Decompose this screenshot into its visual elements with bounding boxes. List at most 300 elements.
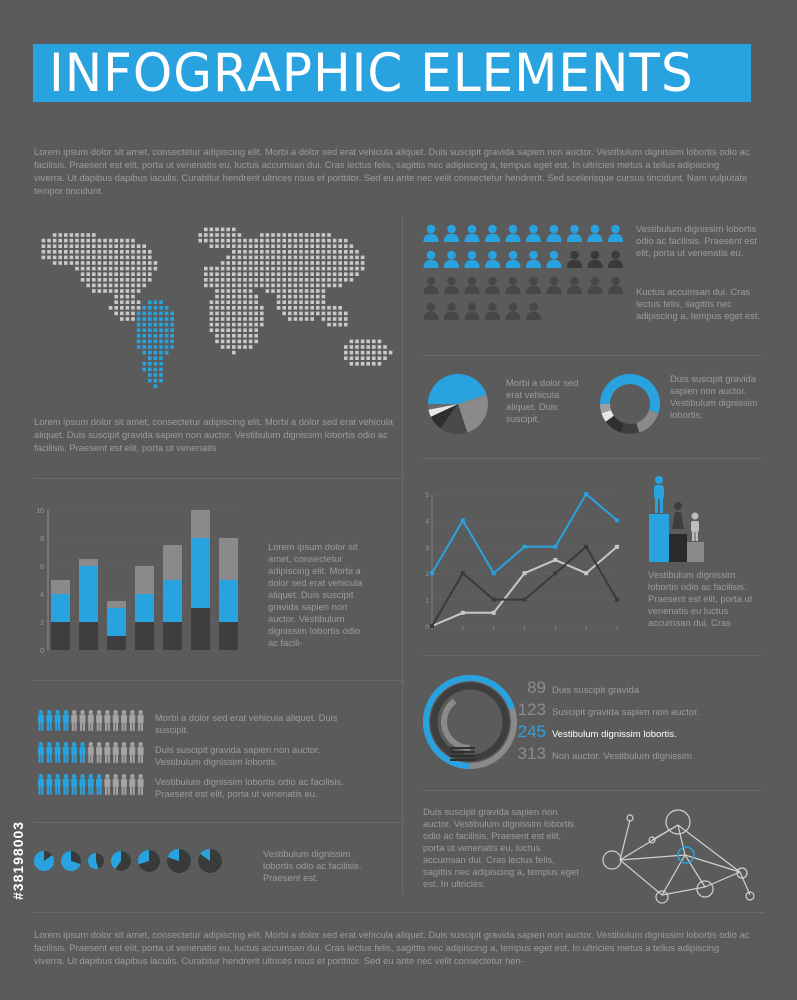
- map-dot: [53, 250, 57, 254]
- map-dot: [154, 373, 158, 377]
- divider: [34, 912, 764, 913]
- map-dot: [322, 300, 326, 304]
- map-dot: [70, 233, 74, 237]
- map-dot: [92, 233, 96, 237]
- map-dot: [64, 250, 68, 254]
- map-dot: [120, 272, 124, 276]
- map-dot: [299, 300, 303, 304]
- map-dot: [81, 250, 85, 254]
- map-dot: [204, 272, 208, 276]
- map-dot: [243, 340, 247, 344]
- map-dot: [137, 306, 141, 310]
- people-bars: [38, 708, 153, 800]
- map-dot: [137, 300, 141, 304]
- person-icon: [485, 251, 500, 268]
- stat-value: 313: [517, 744, 546, 763]
- map-dot: [299, 256, 303, 260]
- map-dot: [148, 323, 152, 327]
- map-dot: [310, 300, 314, 304]
- network-edge: [620, 855, 685, 860]
- map-dot: [114, 289, 118, 293]
- map-dot: [282, 250, 286, 254]
- stacked-bar-chart: [30, 500, 250, 660]
- map-dot: [243, 328, 247, 332]
- tick-label: 4: [40, 592, 44, 599]
- person-icon: [444, 303, 459, 320]
- map-dot: [294, 239, 298, 243]
- donut-chart: [598, 372, 662, 436]
- radial-bar-chart: [420, 672, 520, 772]
- map-dot: [154, 267, 158, 271]
- map-dot: [142, 284, 146, 288]
- map-dot: [81, 272, 85, 276]
- map-dot: [322, 256, 326, 260]
- map-dot: [210, 244, 214, 248]
- map-dot: [282, 295, 286, 299]
- map-dot: [137, 278, 141, 282]
- map-dot: [148, 278, 152, 282]
- map-dot: [333, 256, 337, 260]
- map-dot: [165, 351, 169, 355]
- map-dot: [355, 356, 359, 360]
- map-dot: [299, 267, 303, 271]
- map-dot: [294, 278, 298, 282]
- map-dot: [75, 267, 79, 271]
- map-dot: [131, 256, 135, 260]
- map-dot: [210, 317, 214, 321]
- map-dot: [92, 289, 96, 293]
- stock-id: #38198003: [10, 820, 26, 900]
- map-dot: [277, 261, 281, 265]
- map-dot: [249, 345, 253, 349]
- map-dot: [243, 345, 247, 349]
- network-edge: [740, 872, 750, 895]
- map-dot: [165, 328, 169, 332]
- map-dot: [142, 312, 146, 316]
- divider: [422, 655, 762, 656]
- map-dot: [288, 233, 292, 237]
- person-icon: [46, 742, 52, 763]
- map-dot: [154, 345, 158, 349]
- map-dot: [126, 300, 130, 304]
- map-dot: [126, 267, 130, 271]
- map-dot: [288, 261, 292, 265]
- map-dot: [103, 239, 107, 243]
- map-dot: [81, 256, 85, 260]
- person-icon: [88, 774, 94, 795]
- map-dot: [327, 250, 331, 254]
- map-dot: [142, 323, 146, 327]
- line-point: [615, 598, 619, 602]
- map-dot: [103, 244, 107, 248]
- map-dot: [299, 250, 303, 254]
- people-grid-text-1: Vestibulum dignissim lobortis odio ac facilisis. Praesent est elit, porta ut venenatis eu.: [636, 223, 757, 258]
- map-dot: [316, 244, 320, 248]
- map-dot: [254, 284, 258, 288]
- map-dot: [86, 284, 90, 288]
- person-icon: [96, 742, 102, 763]
- person-icon: [71, 710, 77, 731]
- map-dot: [378, 362, 382, 366]
- bar-segment: [163, 580, 182, 622]
- map-dot: [316, 300, 320, 304]
- map-dot: [210, 278, 214, 282]
- map-dot: [120, 312, 124, 316]
- map-dot: [299, 233, 303, 237]
- map-dot: [159, 351, 163, 355]
- map-dot: [126, 244, 130, 248]
- map-dot: [238, 284, 242, 288]
- map-dot: [277, 278, 281, 282]
- mini-pies: [34, 846, 254, 876]
- map-dot: [294, 295, 298, 299]
- footer-text: Lorem ipsum dolor sit amet, consectetur adipiscing elit. Morbi a dolor sed erat vehicula aliquet. Duis suscipit gravida sapien non auctor. Vestibulum dignissim lobortis odio ac facilisis. Praesent est elit, porta ut venenatis eu, luctus accumsan dui. Cras lectus felis, sagittis nec adipiscing a, tempus eget est. In ultricies metus a tellus adipiscing viverra. Ut dapibus dapibus iaculis. Curabitur hendrerit ultrices risus et porttitor. Sed eu ante nec velit consectetur hen-: [34, 929, 750, 966]
- map-dot: [232, 323, 236, 327]
- map-dot: [103, 272, 107, 276]
- person-icon: [104, 710, 110, 731]
- map-dot: [159, 312, 163, 316]
- map-dot: [232, 340, 236, 344]
- person-icon: [608, 225, 623, 242]
- map-dot: [165, 340, 169, 344]
- map-dot: [305, 312, 309, 316]
- network-node: [656, 891, 668, 903]
- map-dot: [154, 384, 158, 388]
- map-dot: [81, 278, 85, 282]
- map-dot: [204, 239, 208, 243]
- person-icon: [46, 710, 52, 731]
- map-dot: [288, 267, 292, 271]
- divider: [34, 478, 404, 479]
- map-dot: [170, 340, 174, 344]
- map-dot: [310, 306, 314, 310]
- map-dot: [238, 340, 242, 344]
- map-dot: [322, 272, 326, 276]
- map-dot: [204, 267, 208, 271]
- map-dot: [350, 356, 354, 360]
- map-dot: [64, 261, 68, 265]
- map-dot: [47, 239, 51, 243]
- map-dot: [198, 239, 202, 243]
- person-icon: [505, 303, 520, 320]
- map-dot: [142, 345, 146, 349]
- map-dot: [226, 228, 230, 232]
- map-dot: [86, 250, 90, 254]
- map-dot: [350, 340, 354, 344]
- person-icon: [526, 251, 541, 268]
- map-dot: [260, 284, 264, 288]
- map-dot: [137, 267, 141, 271]
- map-dot: [98, 261, 102, 265]
- map-dot: [142, 334, 146, 338]
- map-dot: [316, 233, 320, 237]
- person-icon: [138, 774, 144, 795]
- bar-segment: [107, 601, 126, 608]
- map-dot: [389, 351, 393, 355]
- map-dot: [114, 278, 118, 282]
- map-dot: [344, 317, 348, 321]
- map-dot: [232, 317, 236, 321]
- map-dot: [148, 272, 152, 276]
- map-dot: [238, 272, 242, 276]
- map-dot: [338, 250, 342, 254]
- network-node: [697, 881, 713, 897]
- map-dot: [344, 312, 348, 316]
- stat-row: [506, 678, 766, 700]
- map-dot: [271, 289, 275, 293]
- map-dot: [322, 239, 326, 243]
- bar-segment: [51, 580, 70, 594]
- map-dot: [260, 261, 264, 265]
- map-dot: [299, 289, 303, 293]
- map-dot: [210, 323, 214, 327]
- map-dot: [159, 328, 163, 332]
- line-point: [615, 545, 619, 549]
- map-dot: [282, 289, 286, 293]
- map-dot: [154, 306, 158, 310]
- map-dot: [154, 334, 158, 338]
- line-chart-text: Vestibulum dignissim lobortis odio ac facilisis. Praesent est elit, porta ut venenatis eu luctus accumsan dui. Cras: [648, 569, 753, 628]
- map-dot: [154, 261, 158, 265]
- map-dot: [58, 239, 62, 243]
- stat-label: Duis suscipit gravida: [552, 685, 640, 696]
- pie-text: Morbi a dolor sed erat vehicula aliquet. Duis suscipit.: [506, 377, 579, 424]
- map-dot: [42, 250, 46, 254]
- map-dot: [159, 356, 163, 360]
- person-icon: [38, 710, 44, 731]
- map-dot: [327, 261, 331, 265]
- map-dot: [243, 306, 247, 310]
- mini-pies-text: Vestibulum dignissim lobortis odio ac facilisis. Praesent est.: [263, 848, 362, 883]
- map-dot: [383, 356, 387, 360]
- network-edge: [705, 872, 740, 887]
- map-dot: [372, 356, 376, 360]
- map-dot: [266, 267, 270, 271]
- map-dot: [327, 239, 331, 243]
- person-icon: [654, 476, 664, 513]
- map-dot: [42, 239, 46, 243]
- map-dot: [282, 284, 286, 288]
- map-dot: [226, 323, 230, 327]
- map-dot: [98, 284, 102, 288]
- map-dot: [372, 340, 376, 344]
- map-dot: [232, 334, 236, 338]
- map-dot: [142, 267, 146, 271]
- bar-segment: [219, 538, 238, 580]
- person-icon: [55, 710, 61, 731]
- map-dot: [42, 256, 46, 260]
- map-dot: [383, 351, 387, 355]
- map-dot: [299, 244, 303, 248]
- map-dot: [92, 256, 96, 260]
- map-dot: [322, 278, 326, 282]
- map-dot: [92, 267, 96, 271]
- map-dot: [238, 295, 242, 299]
- map-dot: [333, 239, 337, 243]
- map-dot: [254, 300, 258, 304]
- map-dot: [254, 272, 258, 276]
- map-dot: [361, 362, 365, 366]
- person-icon: [423, 277, 438, 294]
- person-icon: [104, 742, 110, 763]
- map-dot: [266, 239, 270, 243]
- stat-row: [506, 722, 766, 744]
- map-dot: [299, 312, 303, 316]
- person-icon: [423, 251, 438, 268]
- bar-segment: [135, 566, 154, 594]
- map-dot: [126, 295, 130, 299]
- map-dot: [215, 239, 219, 243]
- map-dot: [305, 272, 309, 276]
- bar-segment: [51, 622, 70, 650]
- map-dot: [137, 289, 141, 293]
- map-dot: [238, 244, 242, 248]
- map-dot: [131, 317, 135, 321]
- map-dot: [221, 334, 225, 338]
- map-dot: [103, 284, 107, 288]
- map-dot: [355, 340, 359, 344]
- map-dot: [322, 261, 326, 265]
- map-dot: [271, 244, 275, 248]
- map-dot: [159, 368, 163, 372]
- map-dot: [282, 278, 286, 282]
- map-dot: [338, 306, 342, 310]
- map-dot: [109, 272, 113, 276]
- map-dot: [81, 244, 85, 248]
- map-dot: [355, 261, 359, 265]
- person-icon: [55, 774, 61, 795]
- map-dot: [131, 239, 135, 243]
- bar-segment: [219, 580, 238, 622]
- map-dot: [53, 244, 57, 248]
- map-dot: [226, 295, 230, 299]
- map-dot: [322, 317, 326, 321]
- map-dot: [271, 267, 275, 271]
- tick-label: 0: [425, 624, 429, 631]
- map-dot: [243, 295, 247, 299]
- map-dot: [238, 323, 242, 327]
- map-dot: [366, 362, 370, 366]
- map-dot: [221, 278, 225, 282]
- line-point: [553, 571, 557, 575]
- map-dot: [47, 250, 51, 254]
- map-dot: [243, 239, 247, 243]
- map-dot: [277, 284, 281, 288]
- map-dot: [109, 244, 113, 248]
- map-dot: [215, 244, 219, 248]
- map-dot: [333, 267, 337, 271]
- map-dot: [355, 256, 359, 260]
- person-icon: [526, 277, 541, 294]
- map-dot: [154, 300, 158, 304]
- world-map: [34, 220, 394, 400]
- map-dot: [305, 306, 309, 310]
- map-dot: [148, 256, 152, 260]
- map-dot: [232, 272, 236, 276]
- map-dot: [159, 379, 163, 383]
- map-dot: [109, 239, 113, 243]
- map-dot: [350, 256, 354, 260]
- map-dot: [75, 239, 79, 243]
- map-dot: [310, 312, 314, 316]
- map-dot: [282, 312, 286, 316]
- map-dot: [282, 261, 286, 265]
- line-point: [584, 571, 588, 575]
- map-dot: [344, 261, 348, 265]
- map-dot: [109, 284, 113, 288]
- bar-segment: [219, 622, 238, 650]
- map-dot: [338, 244, 342, 248]
- map-dot: [103, 289, 107, 293]
- map-dot: [226, 300, 230, 304]
- map-dot: [238, 328, 242, 332]
- map-dot: [366, 356, 370, 360]
- map-dot: [327, 267, 331, 271]
- map-dot: [120, 295, 124, 299]
- map-dot: [114, 261, 118, 265]
- map-dot: [98, 256, 102, 260]
- map-dot: [249, 317, 253, 321]
- map-dot: [260, 278, 264, 282]
- map-dot: [170, 334, 174, 338]
- map-dot: [86, 261, 90, 265]
- map-dot: [221, 317, 225, 321]
- divider: [422, 355, 762, 356]
- line-series: [432, 547, 617, 626]
- map-dot: [98, 278, 102, 282]
- person-icon: [567, 251, 582, 268]
- map-dot: [148, 345, 152, 349]
- stat-value: 123: [517, 700, 546, 719]
- map-dot: [266, 284, 270, 288]
- map-dot: [344, 351, 348, 355]
- person-icon: [138, 742, 144, 763]
- tick-label: 1: [425, 597, 429, 605]
- map-dot: [249, 239, 253, 243]
- map-dot: [310, 317, 314, 321]
- map-dot: [215, 328, 219, 332]
- map-dot: [114, 295, 118, 299]
- map-dot: [322, 284, 326, 288]
- map-dot: [148, 334, 152, 338]
- map-dot: [232, 295, 236, 299]
- person-icon: [113, 710, 119, 731]
- map-dot: [243, 250, 247, 254]
- map-dot: [338, 278, 342, 282]
- person-icon: [444, 251, 459, 268]
- stat-label: Non auctor. Vestibulum dignissim: [552, 751, 692, 762]
- map-dot: [344, 278, 348, 282]
- map-dot: [92, 278, 96, 282]
- map-dot: [249, 244, 253, 248]
- map-dot: [75, 233, 79, 237]
- map-dot: [327, 278, 331, 282]
- map-dot: [226, 312, 230, 316]
- map-dot: [294, 250, 298, 254]
- map-dot: [120, 239, 124, 243]
- map-dot: [148, 317, 152, 321]
- map-dot: [114, 300, 118, 304]
- bar-segment: [107, 608, 126, 636]
- divider: [34, 680, 404, 681]
- map-dot: [170, 312, 174, 316]
- network-edge: [678, 825, 740, 872]
- map-dot: [350, 351, 354, 355]
- map-dot: [165, 317, 169, 321]
- map-dot: [350, 250, 354, 254]
- map-dot: [92, 239, 96, 243]
- map-dot: [159, 362, 163, 366]
